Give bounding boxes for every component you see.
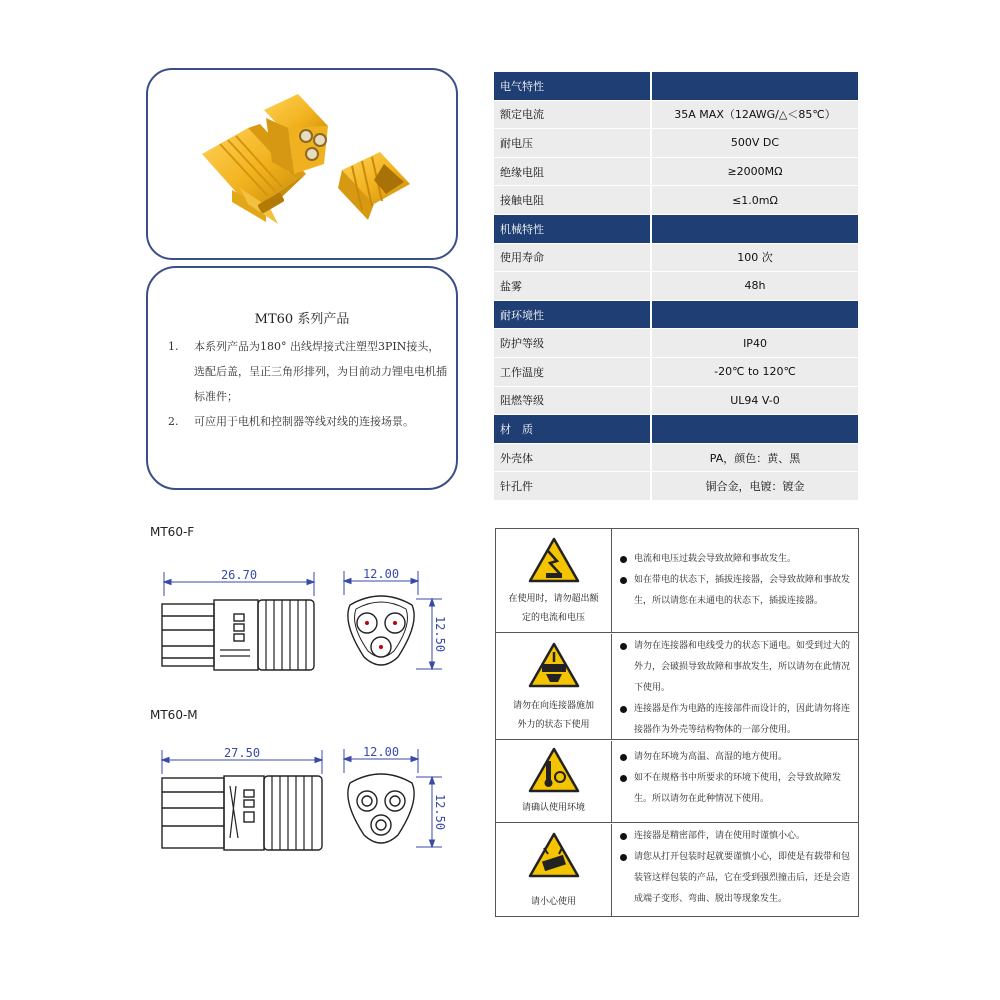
connector-body-middle (264, 94, 328, 174)
spec-value: ≥2000MΩ (652, 158, 858, 186)
spec-label: 工作温度 (494, 358, 650, 386)
table-row (494, 272, 858, 301)
dimension-length-female: 26.70 (220, 568, 258, 582)
drawing-label-female: MT60-F (150, 525, 195, 539)
dimension-length-male: 27.50 (223, 746, 261, 760)
product-photo-box (146, 68, 458, 260)
warning-caption: 外力的状态下使用 (517, 720, 590, 730)
warning-caption: 请勿在向连接器施加 (512, 701, 594, 711)
spec-section-title: 机械特性 (494, 215, 650, 243)
spec-label: 防护等级 (494, 329, 650, 357)
warning-bullet: 如在带电的状态下，插拔连接器，会导致故障和事故发生，所以请您在未通电的状态下，插拔连接器。 (620, 570, 852, 612)
side-view-drawing-male (150, 738, 330, 853)
drawing-label-male: MT60-M (150, 708, 198, 722)
warning-bullet: 电流和电压过载会导致故障和事故发生。 (620, 549, 852, 570)
list-number: 1. (168, 340, 179, 353)
spec-value: 100 次 (652, 244, 858, 272)
dimension-width-female: 12.00 (362, 567, 400, 581)
warning-caption: 定的电流和电压 (521, 613, 585, 623)
table-row (494, 158, 858, 187)
spec-value: 48h (652, 272, 858, 300)
table-row (494, 101, 858, 130)
spec-value: PA，颜色：黄、黑 (652, 444, 858, 472)
table-row (496, 634, 858, 740)
warning-bullet: 如不在规格书中所要求的环境下使用，会导致故障发生。所以请勿在此种情况下使用。 (620, 768, 852, 810)
external-force-warning-icon (528, 642, 580, 688)
list-item (168, 334, 448, 409)
table-row (494, 472, 858, 501)
table-row (494, 444, 858, 473)
list-number: 2. (168, 415, 179, 428)
spec-label: 阻燃等级 (494, 387, 650, 415)
product-description-box (146, 266, 458, 490)
warning-caption: 请确认使用环境 (521, 803, 585, 813)
connector-photo (148, 70, 460, 262)
spec-label: 外壳体 (494, 444, 650, 472)
front-view-drawing-female (334, 565, 447, 675)
spec-label: 额定电流 (494, 101, 650, 129)
spec-label: 使用寿命 (494, 244, 650, 272)
table-row (494, 329, 858, 358)
dimension-height-female: 12.50 (433, 615, 447, 653)
connector-cap-right (338, 152, 410, 220)
table-row (494, 387, 858, 416)
product-title: MT60 系列产品 (254, 312, 350, 327)
spec-section-title: 电气特性 (494, 72, 650, 100)
spec-section-header (494, 415, 858, 444)
dimension-width-male: 12.00 (362, 745, 400, 759)
spec-section-header (494, 215, 858, 244)
table-row (496, 529, 858, 633)
table-row (494, 358, 858, 387)
table-row (494, 186, 858, 215)
spec-table (494, 72, 858, 501)
warning-table (495, 528, 859, 917)
current-overload-warning-icon (528, 537, 580, 583)
warning-bullet: 连接器是作为电路的连接部件而设计的，因此请勿将连接器作为外壳等结构物体的一部分使用。 (620, 699, 852, 741)
spec-value: UL94 V-0 (652, 387, 858, 415)
spec-value: ≤1.0mΩ (652, 186, 858, 214)
table-row (494, 244, 858, 273)
warning-caption: 请小心使用 (530, 897, 576, 907)
spec-value: IP40 (652, 329, 858, 357)
spec-section-title: 材 质 (494, 415, 650, 443)
list-text: 本系列产品为180° 出线焊接式注塑型3PIN接头，选配后盖，呈正三角形排列，为目前动力锂电电机插标准件； (194, 340, 447, 403)
environment-warning-icon (528, 747, 580, 793)
spec-value: 铜合金，电镀：镀金 (652, 472, 858, 500)
warning-bullet: 连接器是精密部件，请在使用时谨慎小心。 (620, 826, 852, 847)
spec-label: 接触电阻 (494, 186, 650, 214)
warning-caption: 在使用时，请勿超出额 (508, 594, 599, 604)
side-view-drawing-female (150, 560, 330, 675)
product-feature-list (168, 334, 448, 434)
dimension-height-male: 12.50 (433, 793, 447, 831)
table-row (496, 741, 858, 823)
warning-bullet: 请勿在连接器和电线受力的状态下通电。如受到过大的外力，会破损导致故障和事故发生，所以请勿在此情况下使用。 (620, 636, 852, 699)
table-row (494, 129, 858, 158)
spec-value: -20℃ to 120℃ (652, 358, 858, 386)
spec-label: 针孔件 (494, 472, 650, 500)
spec-label: 盐雾 (494, 272, 650, 300)
spec-section-header (494, 72, 858, 101)
warning-bullet: 请勿在环境为高温、高湿的地方使用。 (620, 747, 852, 768)
list-item (168, 409, 448, 434)
spec-value: 500V DC (652, 129, 858, 157)
spec-value: 35A MAX（12AWG/△＜85℃） (652, 101, 858, 129)
front-view-drawing-male (334, 743, 447, 853)
table-row (496, 824, 858, 916)
spec-label: 耐电压 (494, 129, 650, 157)
spec-section-title: 耐环境性 (494, 301, 650, 329)
careful-handling-warning-icon (528, 832, 580, 878)
spec-label: 绝缘电阻 (494, 158, 650, 186)
warning-bullet: 请您从打开包装时起就要谨慎小心，即使是有载带和包装管这样包装的产品，它在受到强烈撞击后，还是会造成端子变形、弯曲、脱出等现象发生。 (620, 847, 852, 910)
spec-section-header (494, 301, 858, 330)
list-text: 可应用于电机和控制器等线对线的连接场景。 (194, 415, 414, 428)
